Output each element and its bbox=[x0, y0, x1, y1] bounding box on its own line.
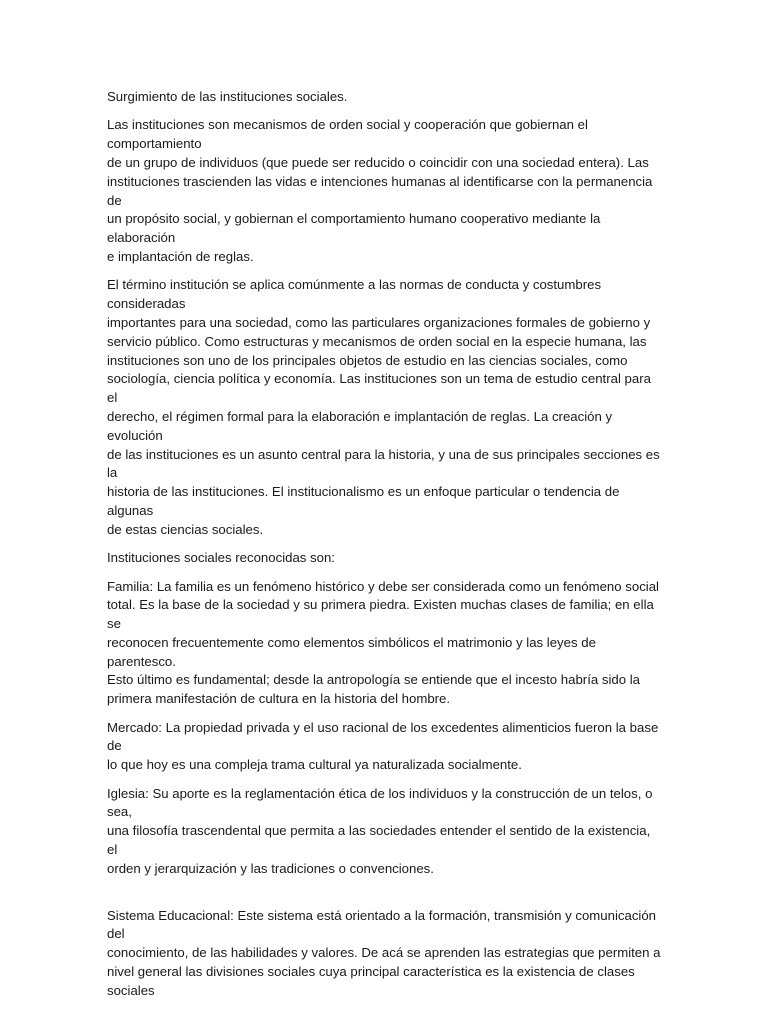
paragraph-mercado: Mercado: La propiedad privada y el uso racional de los excedentes alimenticios fueron la base de lo que hoy es una compleja trama cultural ya naturalizada socialmente. bbox=[107, 719, 659, 773]
document-title: Surgimiento de las instituciones sociales. bbox=[107, 89, 348, 104]
paragraph-sistema-educacional: Sistema Educacional: Este sistema está orientado a la formación, transmisión y comunicación del conocimiento, de las habilidades y valores. De acá se aprenden las estrategias que permiten a nivel general las divisiones sociales cuya principal característica es la existencia de clases sociales bbox=[107, 907, 661, 998]
paragraph-instituciones-definicion: Las instituciones son mecanismos de orden social y cooperación que gobiernan el comportamiento de un grupo de individuos (que puede ser reducido o coincidir con una sociedad entera). Las instituciones trascienden las vidas e intenciones humanas al identificarse con la permanencia de un propósito social, y gobiernan el comportamiento humano cooperativo mediante la elaboración e implantación de reglas. bbox=[107, 117, 653, 264]
paragraph-termino-institucion: El término institución se aplica comúnmente a las normas de conducta y costumbres consideradas importantes para una sociedad, como las particulares organizaciones formales de gobierno y servicio público. Como estructuras y mecanismos de orden social en la especie humana, las instituciones son uno de los principales objetos de estudio en las ciencias sociales, como sociología, ciencia política y economía. Las instituciones son un tema de estudio central para el derecho, el régimen formal para la elaboración e implantación de reglas. La creación y evolución de las instituciones es un asunto central para la historia, y una de sus principales secciones es la historia de las instituciones. El institucionalismo es un enfoque particular o tendencia de algunas de estas ciencias sociales. bbox=[107, 277, 660, 537]
paragraph-instituciones-reconocidas: Instituciones sociales reconocidas son: bbox=[107, 550, 335, 566]
paragraph-iglesia: Iglesia: Su aporte es la reglamentación ética de los individuos y la construcción de un telos, o sea, una filosofía trascendental que permita a las sociedades entender el sentido de la existencia, el orden y jerarquización y las tradiciones o convenciones. bbox=[107, 785, 653, 876]
paragraph-familia: Familia: La familia es un fenómeno histórico y debe ser considerada como un fenómeno social total. Es la base de la sociedad y su primera piedra. Existen muchas clases de familia; en ella se reconocen frecuentemente como elementos simbólicos el matrimonio y las leyes de parentesco. Esto último es fundamental; desde la antropología se entiende que el incesto habría sido la primera manifestación de cultura en la historia del hombre. bbox=[107, 578, 659, 707]
